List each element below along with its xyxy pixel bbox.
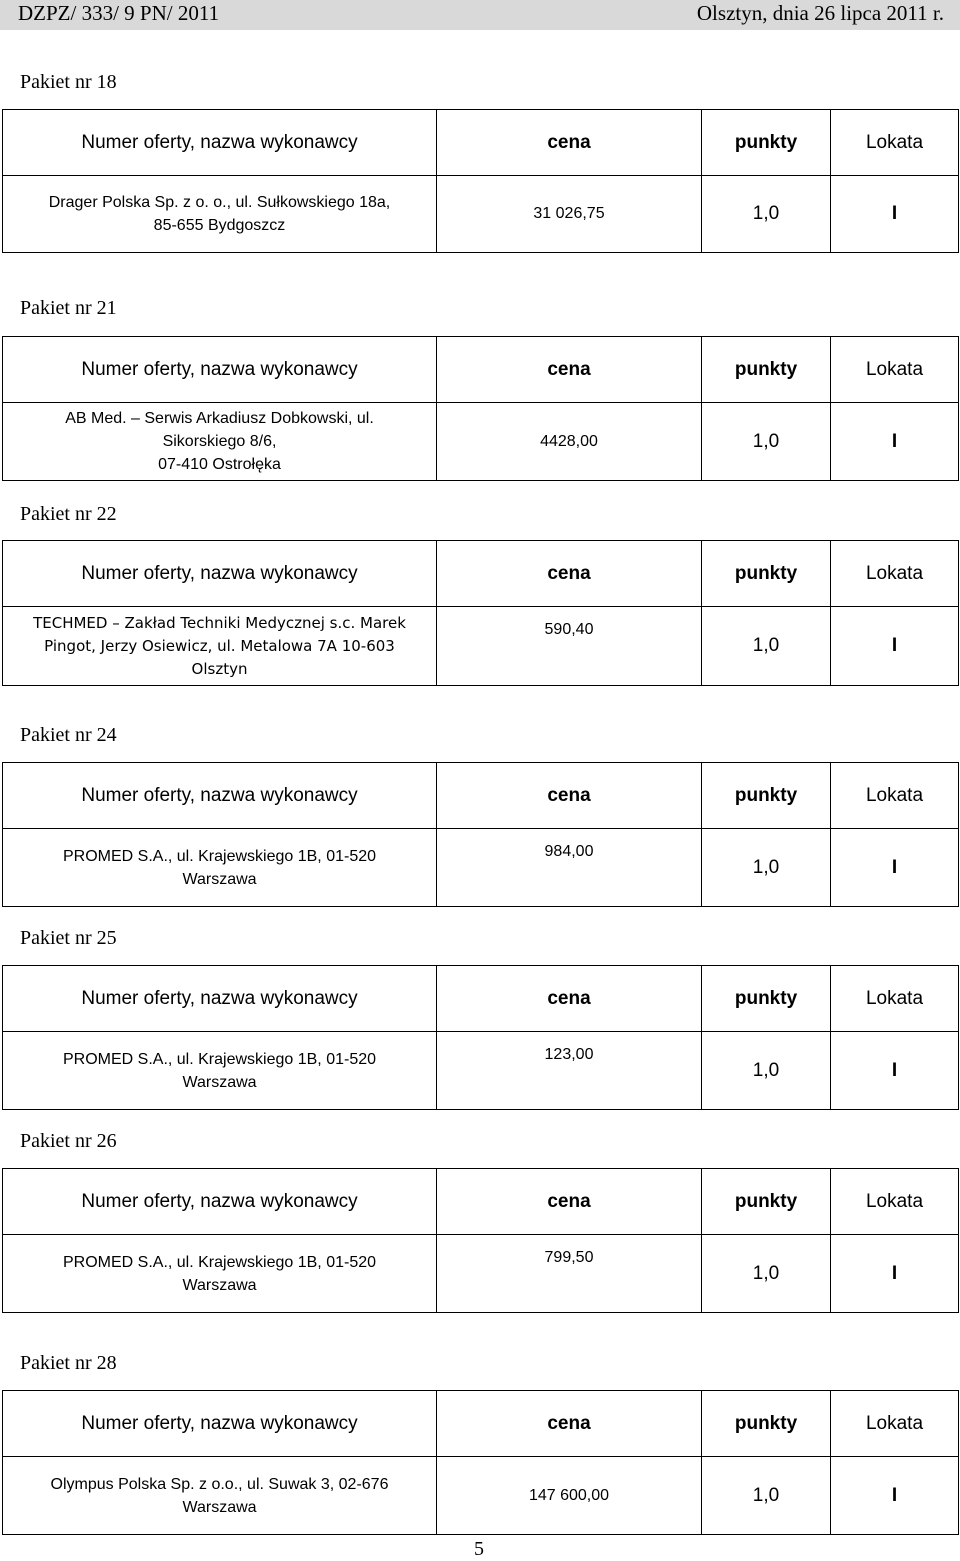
bid-rank: I xyxy=(831,607,959,686)
table-header-row xyxy=(3,337,959,403)
column-header-points: punkty xyxy=(702,337,831,403)
column-header-points: punkty xyxy=(702,1169,831,1235)
bid-price: 123,00 xyxy=(437,1032,702,1110)
package-table xyxy=(2,1168,959,1313)
bid-rank: I xyxy=(831,176,959,253)
table-header-row xyxy=(3,966,959,1032)
column-header-name: Numer oferty, nazwa wykonawcy xyxy=(3,1391,437,1457)
bid-points: 1,0 xyxy=(702,403,831,481)
bidder-name: Olympus Polska Sp. z o.o., ul. Suwak 3, 02-676 Warszawa xyxy=(3,1457,437,1535)
bid-points: 1,0 xyxy=(702,176,831,253)
column-header-name: Numer oferty, nazwa wykonawcy xyxy=(3,541,437,607)
bid-points: 1,0 xyxy=(702,1032,831,1110)
package-table xyxy=(2,109,959,253)
bid-rank: I xyxy=(831,1032,959,1110)
table-header-row xyxy=(3,110,959,176)
package-title: Pakiet nr 18 xyxy=(20,71,117,93)
package-title: Pakiet nr 24 xyxy=(20,724,117,746)
column-header-rank: Lokata xyxy=(831,541,959,607)
column-header-price: cena xyxy=(437,763,702,829)
package-table xyxy=(2,965,959,1110)
column-header-rank: Lokata xyxy=(831,337,959,403)
bidder-name: PROMED S.A., ul. Krajewskiego 1B, 01-520 Warszawa xyxy=(3,1235,437,1313)
table-row xyxy=(3,1457,959,1535)
bid-points: 1,0 xyxy=(702,1457,831,1535)
column-header-points: punkty xyxy=(702,966,831,1032)
table-header-row xyxy=(3,1169,959,1235)
column-header-name: Numer oferty, nazwa wykonawcy xyxy=(3,1169,437,1235)
document-reference: DZPZ/ 333/ 9 PN/ 2011 xyxy=(18,1,220,25)
page-number: 5 xyxy=(474,1538,484,1560)
table-header-row xyxy=(3,763,959,829)
package-title: Pakiet nr 26 xyxy=(20,1130,117,1152)
bid-points: 1,0 xyxy=(702,607,831,686)
column-header-name: Numer oferty, nazwa wykonawcy xyxy=(3,966,437,1032)
bid-price: 799,50 xyxy=(437,1235,702,1313)
column-header-price: cena xyxy=(437,110,702,176)
column-header-price: cena xyxy=(437,1391,702,1457)
bid-rank: I xyxy=(831,1235,959,1313)
bid-rank: I xyxy=(831,829,959,907)
table-row xyxy=(3,607,959,686)
bid-price: 984,00 xyxy=(437,829,702,907)
bid-rank: I xyxy=(831,1457,959,1535)
table-row xyxy=(3,176,959,253)
column-header-rank: Lokata xyxy=(831,1169,959,1235)
column-header-rank: Lokata xyxy=(831,110,959,176)
column-header-price: cena xyxy=(437,1169,702,1235)
package-title: Pakiet nr 21 xyxy=(20,297,117,319)
column-header-price: cena xyxy=(437,966,702,1032)
column-header-rank: Lokata xyxy=(831,966,959,1032)
package-table xyxy=(2,1390,959,1535)
column-header-points: punkty xyxy=(702,763,831,829)
bid-rank: I xyxy=(831,403,959,481)
column-header-price: cena xyxy=(437,541,702,607)
package-table xyxy=(2,762,959,907)
bidder-name: PROMED S.A., ul. Krajewskiego 1B, 01-520 Warszawa xyxy=(3,829,437,907)
package-title: Pakiet nr 25 xyxy=(20,927,117,949)
bidder-name: Drager Polska Sp. z o. o., ul. Sułkowskiego 18a, 85-655 Bydgoszcz xyxy=(3,176,437,253)
page-header xyxy=(0,0,960,30)
column-header-points: punkty xyxy=(702,110,831,176)
package-title: Pakiet nr 22 xyxy=(20,503,117,525)
package-table xyxy=(2,540,959,686)
column-header-points: punkty xyxy=(702,541,831,607)
column-header-rank: Lokata xyxy=(831,1391,959,1457)
column-header-rank: Lokata xyxy=(831,763,959,829)
table-header-row xyxy=(3,541,959,607)
bid-points: 1,0 xyxy=(702,829,831,907)
table-header-row xyxy=(3,1391,959,1457)
bid-price: 4428,00 xyxy=(437,403,702,481)
bidder-name: TECHMED – Zakład Techniki Medycznej s.c. Marek Pingot, Jerzy Osiewicz, ul. Metalowa 7A 10-603 Olsztyn xyxy=(3,607,437,686)
table-row xyxy=(3,1235,959,1313)
column-header-name: Numer oferty, nazwa wykonawcy xyxy=(3,337,437,403)
package-table xyxy=(2,336,959,481)
column-header-price: cena xyxy=(437,337,702,403)
column-header-name: Numer oferty, nazwa wykonawcy xyxy=(3,110,437,176)
bid-price: 31 026,75 xyxy=(437,176,702,253)
table-row xyxy=(3,829,959,907)
package-title: Pakiet nr 28 xyxy=(20,1352,117,1374)
table-row xyxy=(3,1032,959,1110)
bidder-name: AB Med. – Serwis Arkadiusz Dobkowski, ul. Sikorskiego 8/6, 07-410 Ostrołęka xyxy=(3,403,437,481)
bid-points: 1,0 xyxy=(702,1235,831,1313)
column-header-name: Numer oferty, nazwa wykonawcy xyxy=(3,763,437,829)
place-and-date: Olsztyn, dnia 26 lipca 2011 r. xyxy=(696,1,944,25)
bidder-name: PROMED S.A., ul. Krajewskiego 1B, 01-520 Warszawa xyxy=(3,1032,437,1110)
bid-price: 590,40 xyxy=(437,607,702,686)
column-header-points: punkty xyxy=(702,1391,831,1457)
table-row xyxy=(3,403,959,481)
bid-price: 147 600,00 xyxy=(437,1457,702,1535)
